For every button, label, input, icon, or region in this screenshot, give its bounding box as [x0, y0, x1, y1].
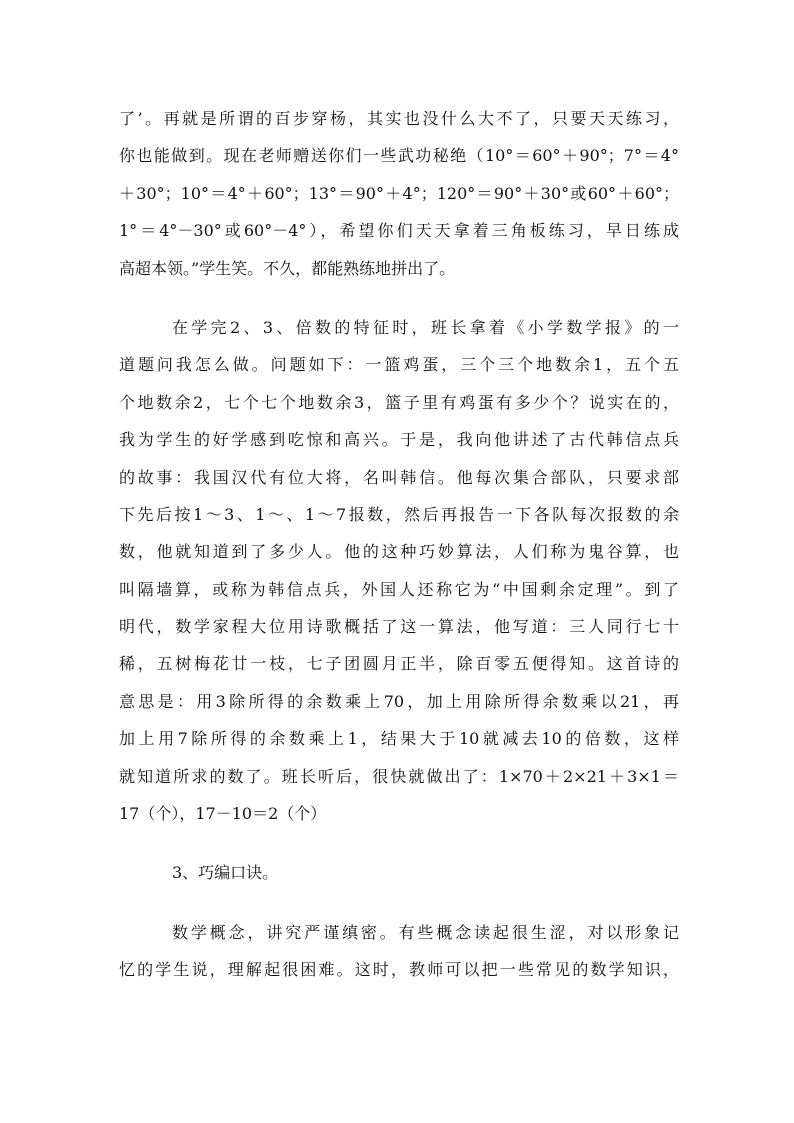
text-line: 忆的学生说，理解起很困难。这时，教师可以把一些常见的数学知识，	[119, 960, 679, 980]
text-line: 叫隔墙算，或称为韩信点兵，外国人还称它为“中国剩余定理”。到了	[119, 579, 679, 599]
text-line: 道题问我怎么做。问题如下：一篮鸡蛋，三个三个地数余1，五个五	[119, 355, 679, 375]
text-line: 数学概念，讲究严谨缜密。有些概念读起很生涩，对以形象记	[172, 922, 679, 942]
section-heading: 3、巧编口诀。	[172, 863, 279, 883]
text-line: 就知道所求的数了。班长听后，很快就做出了：1×70＋2×21＋3×1＝	[119, 766, 679, 786]
text-line: 数，他就知道到了多少人。他的这种巧妙算法，人们称为鬼谷算，也	[119, 542, 679, 562]
text-line: 明代，数学家程大位用诗歌概括了这一算法，他写道：三人同行七十	[119, 617, 679, 637]
text-line: 我为学生的好学感到吃惊和高兴。于是，我向他讲述了古代韩信点兵	[119, 430, 679, 450]
paragraph-han-xin-story	[119, 309, 679, 832]
paragraph-spacing	[119, 832, 679, 854]
text-line: 意思是：用3除所得的余数乘上70，加上用除所得余数乘以21，再	[119, 691, 679, 711]
text-line: 17（个），17－10＝2（个）	[119, 804, 327, 824]
paragraph-martial-arts-secret	[119, 100, 679, 287]
paragraph-spacing	[119, 892, 679, 914]
paragraph-math-concepts	[119, 914, 679, 989]
text-line: 稀，五树梅花廿一枝，七子团圆月正半，除百零五便得知。这首诗的	[119, 654, 679, 674]
text-line: 加上用7除所得的余数乘上1，结果大于10就减去10的倍数，这样	[119, 729, 679, 749]
text-line: 高超本领。”学生笑。不久，都能熟练地拼出了。	[119, 258, 456, 278]
text-line: 你也能做到。现在老师赠送你们一些武功秘绝（10°＝60°＋90°；7°＝4°	[119, 146, 679, 166]
text-line: 下先后按1～3、1～、1～7报数，然后再报告一下各队每次报数的余	[119, 504, 679, 524]
text-line: ＋30°；10°＝4°＋60°；13°＝90°＋4°；120°＝90°＋30°或60°＋60°；	[119, 183, 679, 203]
text-line: 在学完2、3、倍数的特征时，班长拿着《小学数学报》的一	[172, 317, 679, 337]
text-line: 了’。再就是所谓的百步穿杨，其实也没什么大不了，只要天天练习，	[119, 109, 679, 128]
document-body	[119, 100, 679, 989]
paragraph-spacing	[119, 287, 679, 309]
text-line: 个地数余2，七个七个地数余3，篮子里有鸡蛋有多少个？说实在的，	[119, 392, 679, 412]
text-line: 的故事：我国汉代有位大将，名叫韩信。他每次集合部队，只要求部	[119, 467, 679, 487]
text-line: 1°＝4°－30°或60°－4°），希望你们天天拿着三角板练习，早日练成	[119, 221, 679, 241]
section-heading-mnemonics	[119, 854, 679, 891]
